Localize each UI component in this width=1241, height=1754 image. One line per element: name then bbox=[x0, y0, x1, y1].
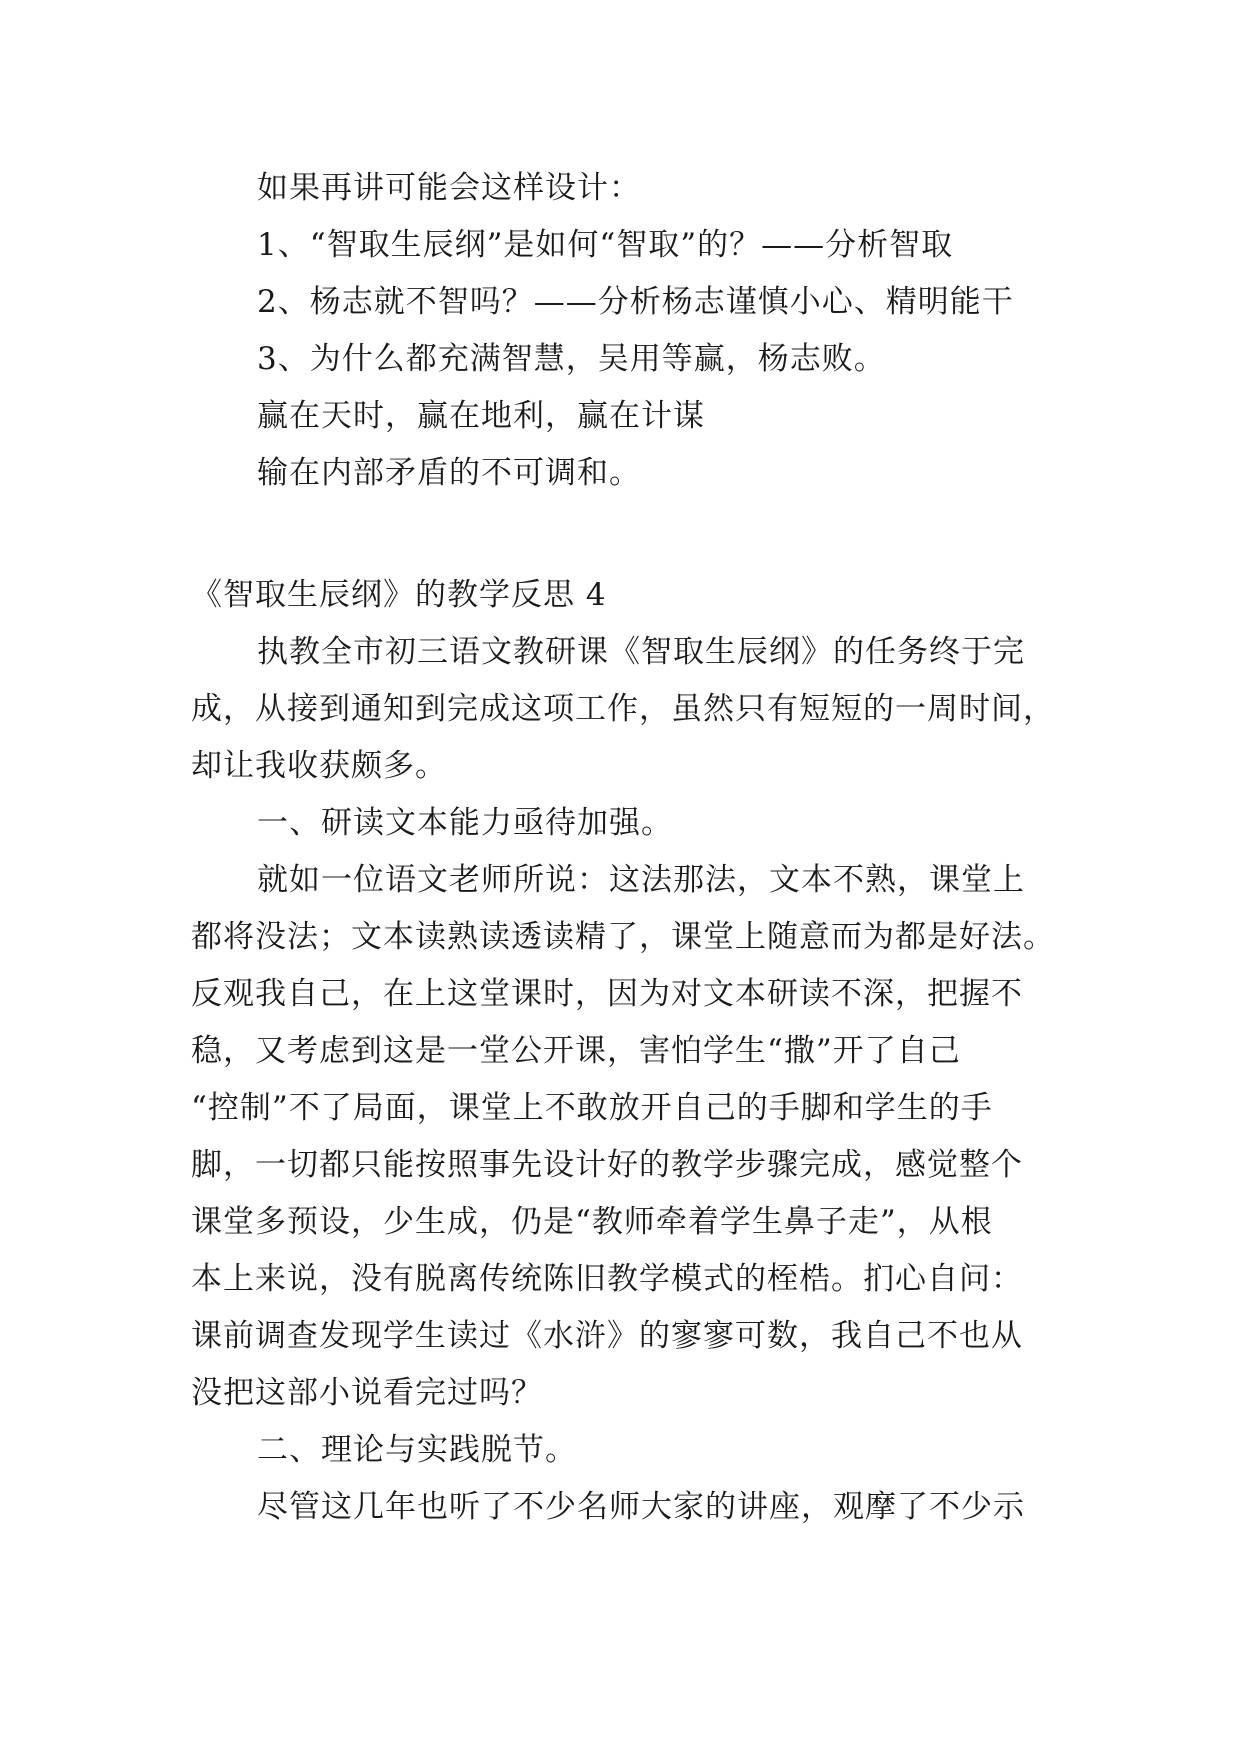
plan-conclusion-2: 输在内部矛盾的不可调和。 bbox=[257, 455, 641, 491]
intro-line: 成，从接到通知到完成这项工作，虽然只有短短的一周时间， bbox=[191, 691, 1055, 727]
para1-line: 没把这部小说看完过吗？ bbox=[191, 1375, 543, 1411]
plan-point-2: 2、杨志就不智吗？——分析杨志谨慎小心、精明能干 bbox=[257, 284, 1014, 320]
plan-intro: 如果再讲可能会这样设计： bbox=[257, 170, 641, 206]
section-heading-2: 二、理论与实践脱节。 bbox=[257, 1432, 577, 1468]
para1-line: 都将没法；文本读熟读透读精了，课堂上随意而为都是好法。 bbox=[191, 919, 1055, 955]
plan-conclusion-1: 赢在天时，赢在地利，赢在计谋 bbox=[257, 398, 705, 434]
para1-line: 课前调查发现学生读过《水浒》的寥寥可数，我自己不也从 bbox=[191, 1318, 1023, 1354]
para1-line: “控制”不了局面，课堂上不敢放开自己的手脚和学生的手 bbox=[191, 1090, 993, 1126]
section-title: 《智取生辰纲》的教学反思 4 bbox=[191, 577, 607, 613]
section-heading-1: 一、研读文本能力亟待加强。 bbox=[257, 805, 673, 841]
intro-line: 执教全市初三语文教研课《智取生辰纲》的任务终于完 bbox=[257, 634, 1025, 670]
para1-line: 本上来说，没有脱离传统陈旧教学模式的桎梏。扪心自问： bbox=[191, 1261, 1023, 1297]
para1-line: 反观我自己，在上这堂课时，因为对文本研读不深，把握不 bbox=[191, 976, 1023, 1012]
para1-line: 稳，又考虑到这是一堂公开课，害怕学生“撒”开了自己 bbox=[191, 1033, 961, 1069]
intro-line: 却让我收获颇多。 bbox=[191, 748, 447, 784]
plan-point-1: 1、“智取生辰纲”是如何“智取”的？——分析智取 bbox=[257, 227, 954, 263]
plan-point-3: 3、为什么都充满智慧，吴用等赢，杨志败。 bbox=[257, 341, 886, 377]
para1-line: 课堂多预设，少生成，仍是“教师牵着学生鼻子走”，从根 bbox=[191, 1204, 993, 1240]
para1-line: 就如一位语文老师所说：这法那法，文本不熟，课堂上 bbox=[257, 862, 1025, 898]
para1-line: 脚，一切都只能按照事先设计好的教学步骤完成，感觉整个 bbox=[191, 1147, 1023, 1183]
para2-line: 尽管这几年也听了不少名师大家的讲座，观摩了不少示 bbox=[257, 1489, 1025, 1525]
